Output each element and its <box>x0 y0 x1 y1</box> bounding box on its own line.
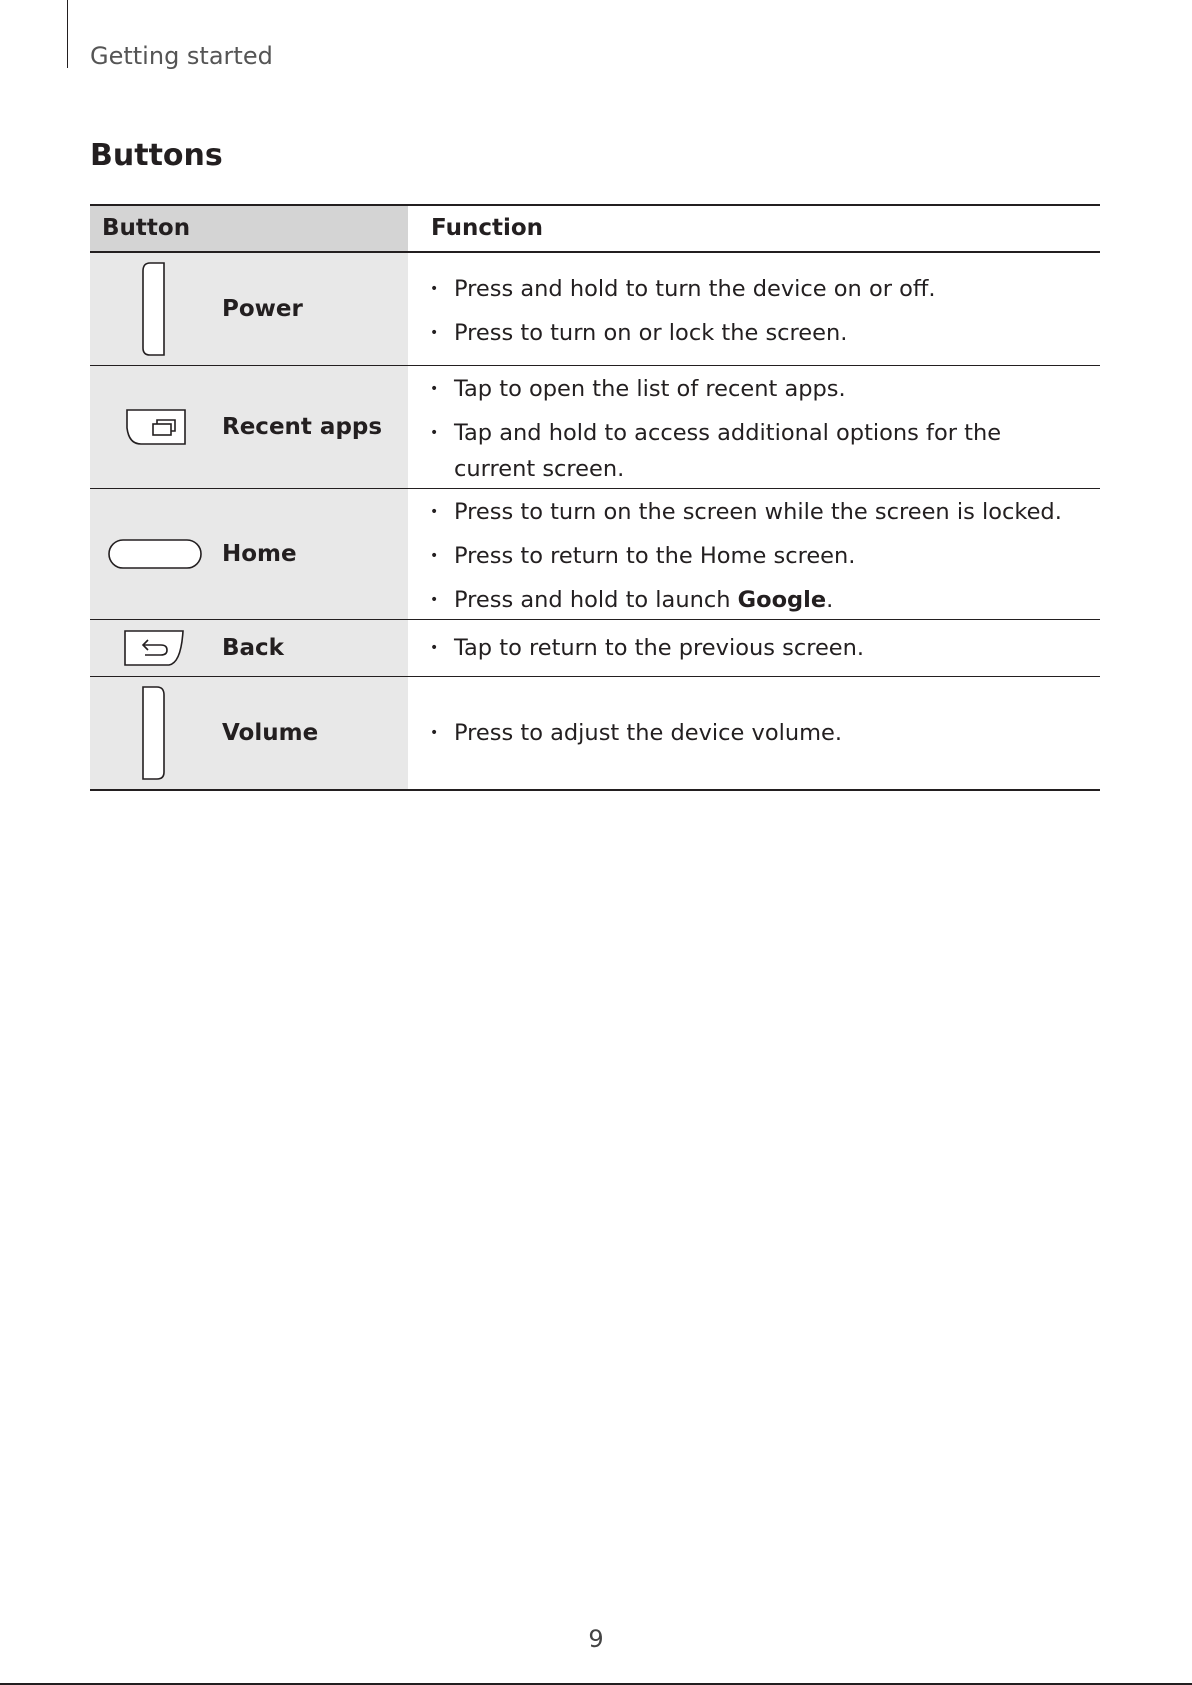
home-key-icon <box>90 538 220 570</box>
button-cell <box>90 253 408 365</box>
list-item: • Press and hold to launch Google. <box>430 587 834 613</box>
button-name: Recent apps <box>222 414 383 440</box>
table-row-back <box>90 620 1100 677</box>
button-cell <box>90 489 408 619</box>
list-item: • Tap and hold to access additional options for the current screen. <box>430 420 1002 482</box>
table-row-volume <box>90 677 1100 791</box>
power-key-icon <box>90 262 220 356</box>
list-item: • Press to return to the Home screen. <box>430 543 856 569</box>
list-item: • Tap to open the list of recent apps. <box>430 376 846 402</box>
table-row-home <box>90 489 1100 620</box>
table-header <box>90 204 1100 253</box>
button-cell <box>90 620 408 676</box>
page-number: 9 <box>588 1625 604 1653</box>
margin-rule <box>67 0 68 68</box>
recent-apps-key-icon <box>90 408 220 446</box>
volume-key-icon <box>90 686 220 780</box>
list-item: • Press to adjust the device volume. <box>430 720 843 746</box>
function-cell <box>408 253 1100 365</box>
column-header-button: Button <box>90 206 408 251</box>
function-cell <box>408 677 1100 789</box>
button-cell <box>90 677 408 789</box>
buttons-table <box>90 204 1100 791</box>
button-name: Power <box>222 296 303 322</box>
button-name: Home <box>222 541 297 567</box>
function-cell <box>408 489 1100 619</box>
button-name: Volume <box>222 720 319 746</box>
list-item: • Press to turn on the screen while the screen is locked. <box>430 499 1062 525</box>
list-item: • Tap to return to the previous screen. <box>430 635 865 661</box>
back-key-icon <box>90 629 220 667</box>
column-header-function: Function <box>431 215 544 241</box>
table-row-power <box>90 253 1100 366</box>
page-heading: Buttons <box>90 138 223 173</box>
button-name: Back <box>222 635 284 661</box>
button-cell <box>90 366 408 488</box>
function-cell <box>408 620 1100 676</box>
list-item: • Press to turn on or lock the screen. <box>430 320 848 346</box>
table-row-recent-apps <box>90 366 1100 489</box>
section-label: Getting started <box>90 42 273 70</box>
function-cell <box>408 366 1100 488</box>
list-item: • Press and hold to turn the device on or off. <box>430 276 936 302</box>
